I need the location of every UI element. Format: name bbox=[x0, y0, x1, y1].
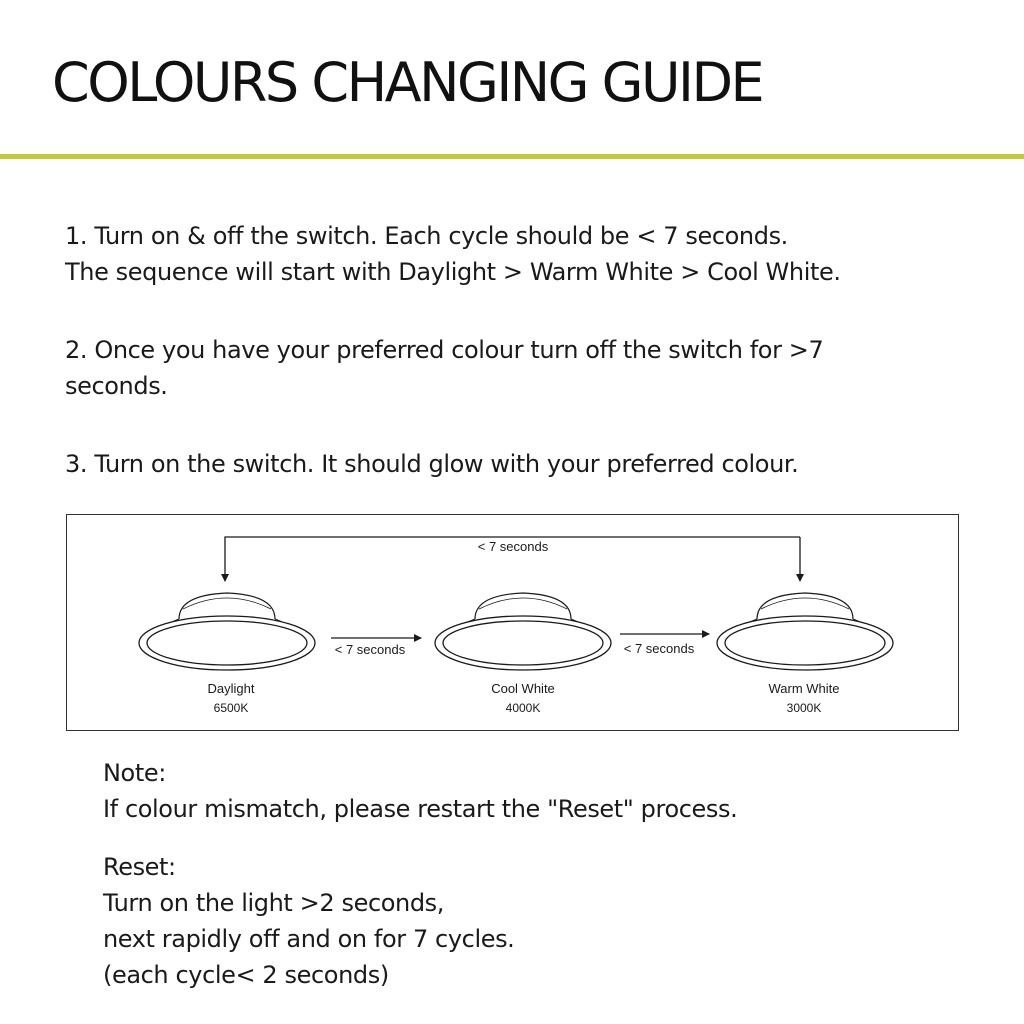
sequence-diagram-svg bbox=[67, 515, 958, 730]
top-arrow-label: < 7 seconds bbox=[477, 539, 549, 554]
reset-block bbox=[103, 849, 983, 993]
step-1-line-1: 1. Turn on & off the switch. Each cycle should be < 7 seconds. bbox=[65, 222, 788, 250]
notes-section bbox=[103, 755, 983, 1015]
steps-list bbox=[65, 218, 965, 524]
reset-line-1: Turn on the light >2 seconds, bbox=[103, 889, 445, 917]
accent-divider bbox=[0, 154, 1024, 159]
light-1-name: Daylight bbox=[207, 681, 255, 696]
light-3-name: Warm White bbox=[768, 681, 840, 696]
reset-heading: Reset: bbox=[103, 853, 176, 881]
arrow-1-label: < 7 seconds bbox=[334, 642, 406, 657]
downlight-daylight-icon bbox=[139, 593, 315, 670]
reset-line-2: next rapidly off and on for 7 cycles. bbox=[103, 925, 515, 953]
step-2-line-1: 2. Once you have your preferred colour turn off the switch for >7 bbox=[65, 336, 824, 364]
light-2-name: Cool White bbox=[491, 681, 555, 696]
note-block bbox=[103, 755, 983, 827]
note-text: If colour mismatch, please restart the "Reset" process. bbox=[103, 795, 738, 823]
page-title: COLOURS CHANGING GUIDE bbox=[52, 51, 763, 114]
downlight-cool-white-icon bbox=[435, 593, 611, 670]
step-1 bbox=[65, 218, 965, 290]
step-2 bbox=[65, 332, 965, 404]
sequence-diagram bbox=[66, 514, 959, 731]
arrow-2-label: < 7 seconds bbox=[623, 641, 695, 656]
step-1-line-2: The sequence will start with Daylight > Warm White > Cool White. bbox=[65, 258, 841, 286]
light-3-temp: 3000K bbox=[786, 701, 822, 715]
step-3 bbox=[65, 446, 965, 482]
light-1-temp: 6500K bbox=[213, 701, 249, 715]
downlight-warm-white-icon bbox=[717, 593, 893, 670]
step-2-line-2: seconds. bbox=[65, 372, 168, 400]
step-3-line-1: 3. Turn on the switch. It should glow with your preferred colour. bbox=[65, 450, 799, 478]
note-heading: Note: bbox=[103, 759, 166, 787]
reset-line-3: (each cycle< 2 seconds) bbox=[103, 961, 389, 989]
light-2-temp: 4000K bbox=[505, 701, 541, 715]
